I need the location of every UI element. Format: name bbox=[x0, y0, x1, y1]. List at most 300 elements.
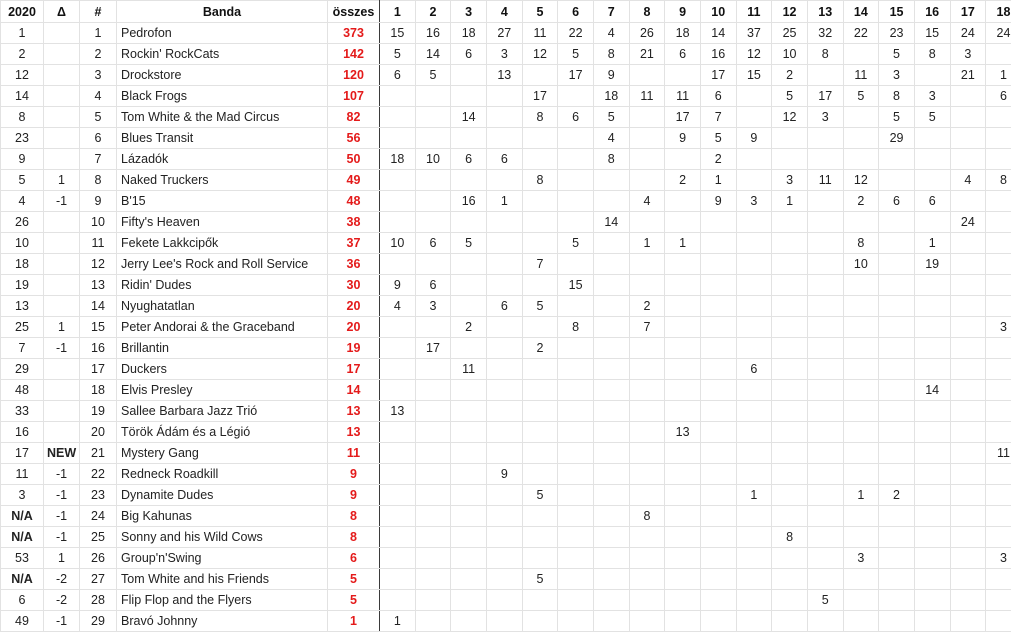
week-cell[interactable] bbox=[629, 65, 665, 86]
week-cell[interactable] bbox=[593, 464, 629, 485]
week-cell[interactable] bbox=[914, 338, 950, 359]
week-cell[interactable] bbox=[843, 590, 879, 611]
prev-cell[interactable]: 9 bbox=[1, 149, 44, 170]
week-cell[interactable] bbox=[415, 86, 451, 107]
delta-cell[interactable] bbox=[44, 212, 80, 233]
week-cell[interactable] bbox=[914, 170, 950, 191]
week-cell[interactable]: 6 bbox=[486, 296, 522, 317]
week-cell[interactable]: 3 bbox=[736, 191, 772, 212]
week-cell[interactable] bbox=[879, 233, 915, 254]
band-cell[interactable]: Drockstore bbox=[117, 65, 328, 86]
week-cell[interactable] bbox=[700, 212, 736, 233]
week-cell[interactable] bbox=[772, 212, 808, 233]
week-cell[interactable] bbox=[736, 611, 772, 632]
week-cell[interactable] bbox=[380, 569, 416, 590]
delta-cell[interactable]: NEW bbox=[44, 443, 80, 464]
week-cell[interactable] bbox=[914, 401, 950, 422]
week-cell[interactable] bbox=[807, 506, 843, 527]
week-cell[interactable] bbox=[558, 443, 594, 464]
week-cell[interactable] bbox=[629, 359, 665, 380]
prev-cell[interactable]: 2 bbox=[1, 44, 44, 65]
band-cell[interactable]: Fifty's Heaven bbox=[117, 212, 328, 233]
week-cell[interactable] bbox=[415, 443, 451, 464]
week-cell[interactable] bbox=[451, 86, 487, 107]
week-cell[interactable] bbox=[879, 590, 915, 611]
week-cell[interactable]: 6 bbox=[451, 149, 487, 170]
week-cell[interactable]: 16 bbox=[451, 191, 487, 212]
week-cell[interactable] bbox=[807, 296, 843, 317]
week-cell[interactable] bbox=[629, 401, 665, 422]
week-cell[interactable]: 2 bbox=[451, 317, 487, 338]
week-cell[interactable]: 1 bbox=[629, 233, 665, 254]
week-cell[interactable]: 9 bbox=[736, 128, 772, 149]
week-cell[interactable]: 12 bbox=[736, 44, 772, 65]
week-cell[interactable] bbox=[950, 149, 986, 170]
week-cell[interactable] bbox=[665, 149, 701, 170]
week-cell[interactable] bbox=[593, 611, 629, 632]
week-cell[interactable] bbox=[950, 485, 986, 506]
week-cell[interactable] bbox=[736, 527, 772, 548]
week-cell[interactable] bbox=[914, 149, 950, 170]
band-cell[interactable]: Tom White and his Friends bbox=[117, 569, 328, 590]
week-cell[interactable] bbox=[914, 275, 950, 296]
week-cell[interactable] bbox=[700, 548, 736, 569]
week-cell[interactable] bbox=[879, 149, 915, 170]
week-cell[interactable] bbox=[772, 380, 808, 401]
week-cell[interactable] bbox=[772, 569, 808, 590]
total-cell[interactable]: 48 bbox=[328, 191, 380, 212]
week-cell[interactable]: 2 bbox=[522, 338, 558, 359]
week-cell[interactable] bbox=[451, 128, 487, 149]
week-cell[interactable] bbox=[629, 464, 665, 485]
prev-cell[interactable]: 17 bbox=[1, 443, 44, 464]
week-cell[interactable]: 15 bbox=[736, 65, 772, 86]
week-cell[interactable]: 5 bbox=[593, 107, 629, 128]
week-cell[interactable]: 6 bbox=[665, 44, 701, 65]
week-cell[interactable] bbox=[700, 254, 736, 275]
week-cell[interactable] bbox=[807, 149, 843, 170]
prev-cell[interactable]: 26 bbox=[1, 212, 44, 233]
week-cell[interactable]: 16 bbox=[415, 23, 451, 44]
week-cell[interactable] bbox=[522, 506, 558, 527]
week-cell[interactable] bbox=[558, 86, 594, 107]
week-cell[interactable] bbox=[914, 506, 950, 527]
week-cell[interactable] bbox=[986, 464, 1011, 485]
week-cell[interactable] bbox=[950, 422, 986, 443]
week-cell[interactable]: 3 bbox=[986, 548, 1011, 569]
week-cell[interactable] bbox=[665, 485, 701, 506]
prev-cell[interactable]: 1 bbox=[1, 23, 44, 44]
week-cell[interactable]: 5 bbox=[914, 107, 950, 128]
week-cell[interactable] bbox=[593, 170, 629, 191]
week-cell[interactable] bbox=[914, 212, 950, 233]
week-cell[interactable]: 8 bbox=[629, 506, 665, 527]
total-cell[interactable]: 5 bbox=[328, 590, 380, 611]
total-cell[interactable]: 8 bbox=[328, 527, 380, 548]
week-cell[interactable] bbox=[843, 422, 879, 443]
week-cell[interactable] bbox=[415, 254, 451, 275]
header-week-11[interactable]: 11 bbox=[736, 1, 772, 23]
week-cell[interactable] bbox=[986, 149, 1011, 170]
rank-cell[interactable]: 12 bbox=[80, 254, 117, 275]
week-cell[interactable]: 1 bbox=[843, 485, 879, 506]
prev-cell[interactable]: 49 bbox=[1, 611, 44, 632]
header-week-15[interactable]: 15 bbox=[879, 1, 915, 23]
delta-cell[interactable]: 1 bbox=[44, 548, 80, 569]
week-cell[interactable] bbox=[986, 128, 1011, 149]
week-cell[interactable] bbox=[986, 44, 1011, 65]
rank-cell[interactable]: 11 bbox=[80, 233, 117, 254]
band-cell[interactable]: Nyughatatlan bbox=[117, 296, 328, 317]
week-cell[interactable] bbox=[522, 359, 558, 380]
delta-cell[interactable]: -1 bbox=[44, 485, 80, 506]
rank-cell[interactable]: 2 bbox=[80, 44, 117, 65]
week-cell[interactable] bbox=[807, 212, 843, 233]
header-week-7[interactable]: 7 bbox=[593, 1, 629, 23]
rank-cell[interactable]: 4 bbox=[80, 86, 117, 107]
week-cell[interactable] bbox=[843, 380, 879, 401]
week-cell[interactable] bbox=[986, 590, 1011, 611]
week-cell[interactable] bbox=[950, 401, 986, 422]
week-cell[interactable] bbox=[879, 527, 915, 548]
week-cell[interactable]: 17 bbox=[522, 86, 558, 107]
week-cell[interactable] bbox=[415, 107, 451, 128]
week-cell[interactable] bbox=[914, 317, 950, 338]
week-cell[interactable] bbox=[914, 527, 950, 548]
prev-cell[interactable]: 5 bbox=[1, 170, 44, 191]
week-cell[interactable]: 10 bbox=[380, 233, 416, 254]
week-cell[interactable] bbox=[486, 527, 522, 548]
rank-cell[interactable]: 5 bbox=[80, 107, 117, 128]
week-cell[interactable] bbox=[522, 191, 558, 212]
week-cell[interactable] bbox=[558, 548, 594, 569]
week-cell[interactable] bbox=[772, 338, 808, 359]
week-cell[interactable]: 25 bbox=[772, 23, 808, 44]
delta-cell[interactable] bbox=[44, 254, 80, 275]
total-cell[interactable]: 120 bbox=[328, 65, 380, 86]
week-cell[interactable] bbox=[380, 464, 416, 485]
delta-cell[interactable]: -2 bbox=[44, 590, 80, 611]
week-cell[interactable]: 1 bbox=[700, 170, 736, 191]
week-cell[interactable]: 9 bbox=[380, 275, 416, 296]
week-cell[interactable] bbox=[629, 380, 665, 401]
prev-cell[interactable]: 4 bbox=[1, 191, 44, 212]
week-cell[interactable] bbox=[558, 149, 594, 170]
week-cell[interactable]: 1 bbox=[736, 485, 772, 506]
week-cell[interactable] bbox=[736, 170, 772, 191]
week-cell[interactable] bbox=[415, 170, 451, 191]
week-cell[interactable] bbox=[736, 548, 772, 569]
week-cell[interactable] bbox=[665, 527, 701, 548]
week-cell[interactable] bbox=[879, 464, 915, 485]
week-cell[interactable]: 1 bbox=[772, 191, 808, 212]
header-week-8[interactable]: 8 bbox=[629, 1, 665, 23]
week-cell[interactable]: 4 bbox=[380, 296, 416, 317]
band-cell[interactable]: Török Ádám és a Légió bbox=[117, 422, 328, 443]
prev-cell[interactable]: 48 bbox=[1, 380, 44, 401]
week-cell[interactable]: 15 bbox=[914, 23, 950, 44]
week-cell[interactable] bbox=[772, 233, 808, 254]
week-cell[interactable] bbox=[558, 338, 594, 359]
week-cell[interactable] bbox=[950, 296, 986, 317]
prev-cell[interactable]: 29 bbox=[1, 359, 44, 380]
week-cell[interactable] bbox=[772, 401, 808, 422]
week-cell[interactable] bbox=[629, 338, 665, 359]
week-cell[interactable] bbox=[950, 548, 986, 569]
week-cell[interactable] bbox=[700, 338, 736, 359]
week-cell[interactable] bbox=[380, 422, 416, 443]
week-cell[interactable] bbox=[772, 275, 808, 296]
band-cell[interactable]: Elvis Presley bbox=[117, 380, 328, 401]
rank-cell[interactable]: 21 bbox=[80, 443, 117, 464]
week-cell[interactable]: 5 bbox=[700, 128, 736, 149]
week-cell[interactable] bbox=[736, 506, 772, 527]
week-cell[interactable] bbox=[807, 485, 843, 506]
week-cell[interactable] bbox=[665, 275, 701, 296]
total-cell[interactable]: 17 bbox=[328, 359, 380, 380]
delta-cell[interactable] bbox=[44, 296, 80, 317]
week-cell[interactable] bbox=[807, 443, 843, 464]
week-cell[interactable] bbox=[629, 149, 665, 170]
week-cell[interactable]: 22 bbox=[843, 23, 879, 44]
delta-cell[interactable] bbox=[44, 422, 80, 443]
week-cell[interactable]: 8 bbox=[593, 149, 629, 170]
week-cell[interactable]: 23 bbox=[879, 23, 915, 44]
rank-cell[interactable]: 28 bbox=[80, 590, 117, 611]
rank-cell[interactable]: 27 bbox=[80, 569, 117, 590]
header-week-17[interactable]: 17 bbox=[950, 1, 986, 23]
week-cell[interactable]: 24 bbox=[950, 212, 986, 233]
band-cell[interactable]: Bravó Johnny bbox=[117, 611, 328, 632]
delta-cell[interactable] bbox=[44, 275, 80, 296]
header-week-6[interactable]: 6 bbox=[558, 1, 594, 23]
week-cell[interactable] bbox=[486, 611, 522, 632]
band-cell[interactable]: Big Kahunas bbox=[117, 506, 328, 527]
prev-cell[interactable]: 10 bbox=[1, 233, 44, 254]
week-cell[interactable]: 12 bbox=[843, 170, 879, 191]
delta-cell[interactable]: -1 bbox=[44, 527, 80, 548]
band-cell[interactable]: Dynamite Dudes bbox=[117, 485, 328, 506]
week-cell[interactable]: 24 bbox=[986, 23, 1011, 44]
week-cell[interactable] bbox=[700, 401, 736, 422]
rank-cell[interactable]: 17 bbox=[80, 359, 117, 380]
total-cell[interactable]: 56 bbox=[328, 128, 380, 149]
week-cell[interactable] bbox=[914, 128, 950, 149]
week-cell[interactable] bbox=[380, 317, 416, 338]
delta-cell[interactable] bbox=[44, 65, 80, 86]
week-cell[interactable]: 3 bbox=[879, 65, 915, 86]
week-cell[interactable] bbox=[986, 191, 1011, 212]
week-cell[interactable]: 2 bbox=[665, 170, 701, 191]
week-cell[interactable] bbox=[700, 233, 736, 254]
week-cell[interactable]: 5 bbox=[380, 44, 416, 65]
week-cell[interactable]: 5 bbox=[879, 107, 915, 128]
band-cell[interactable]: Fekete Lakkcipők bbox=[117, 233, 328, 254]
rank-cell[interactable]: 6 bbox=[80, 128, 117, 149]
prev-cell[interactable]: 7 bbox=[1, 338, 44, 359]
week-cell[interactable] bbox=[415, 611, 451, 632]
week-cell[interactable] bbox=[914, 569, 950, 590]
week-cell[interactable]: 13 bbox=[665, 422, 701, 443]
week-cell[interactable]: 13 bbox=[486, 65, 522, 86]
total-cell[interactable]: 9 bbox=[328, 485, 380, 506]
week-cell[interactable]: 18 bbox=[451, 23, 487, 44]
week-cell[interactable] bbox=[700, 443, 736, 464]
week-cell[interactable] bbox=[451, 443, 487, 464]
week-cell[interactable]: 2 bbox=[772, 65, 808, 86]
band-cell[interactable]: Sallee Barbara Jazz Trió bbox=[117, 401, 328, 422]
week-cell[interactable] bbox=[736, 275, 772, 296]
week-cell[interactable] bbox=[843, 443, 879, 464]
week-cell[interactable] bbox=[843, 317, 879, 338]
week-cell[interactable] bbox=[772, 485, 808, 506]
week-cell[interactable] bbox=[486, 380, 522, 401]
week-cell[interactable]: 7 bbox=[522, 254, 558, 275]
week-cell[interactable] bbox=[700, 485, 736, 506]
week-cell[interactable]: 6 bbox=[700, 86, 736, 107]
delta-cell[interactable] bbox=[44, 44, 80, 65]
week-cell[interactable]: 4 bbox=[593, 128, 629, 149]
week-cell[interactable]: 5 bbox=[772, 86, 808, 107]
total-cell[interactable]: 49 bbox=[328, 170, 380, 191]
week-cell[interactable]: 8 bbox=[772, 527, 808, 548]
week-cell[interactable] bbox=[629, 548, 665, 569]
prev-cell[interactable]: 11 bbox=[1, 464, 44, 485]
rank-cell[interactable]: 7 bbox=[80, 149, 117, 170]
week-cell[interactable] bbox=[843, 107, 879, 128]
week-cell[interactable] bbox=[486, 590, 522, 611]
week-cell[interactable]: 11 bbox=[522, 23, 558, 44]
week-cell[interactable] bbox=[950, 191, 986, 212]
week-cell[interactable] bbox=[380, 338, 416, 359]
week-cell[interactable] bbox=[986, 485, 1011, 506]
week-cell[interactable] bbox=[843, 569, 879, 590]
week-cell[interactable]: 3 bbox=[772, 170, 808, 191]
prev-cell[interactable]: 3 bbox=[1, 485, 44, 506]
week-cell[interactable] bbox=[986, 611, 1011, 632]
week-cell[interactable]: 18 bbox=[665, 23, 701, 44]
week-cell[interactable]: 2 bbox=[629, 296, 665, 317]
header-week-4[interactable]: 4 bbox=[486, 1, 522, 23]
week-cell[interactable]: 17 bbox=[807, 86, 843, 107]
rank-cell[interactable]: 23 bbox=[80, 485, 117, 506]
week-cell[interactable]: 5 bbox=[558, 44, 594, 65]
week-cell[interactable]: 6 bbox=[415, 233, 451, 254]
week-cell[interactable] bbox=[807, 401, 843, 422]
rank-cell[interactable]: 18 bbox=[80, 380, 117, 401]
week-cell[interactable]: 11 bbox=[843, 65, 879, 86]
week-cell[interactable]: 10 bbox=[843, 254, 879, 275]
week-cell[interactable] bbox=[879, 548, 915, 569]
band-cell[interactable]: Black Frogs bbox=[117, 86, 328, 107]
week-cell[interactable]: 8 bbox=[986, 170, 1011, 191]
delta-cell[interactable]: -1 bbox=[44, 191, 80, 212]
rank-cell[interactable]: 20 bbox=[80, 422, 117, 443]
week-cell[interactable] bbox=[950, 464, 986, 485]
week-cell[interactable] bbox=[451, 380, 487, 401]
week-cell[interactable] bbox=[772, 464, 808, 485]
week-cell[interactable] bbox=[629, 170, 665, 191]
week-cell[interactable]: 8 bbox=[593, 44, 629, 65]
week-cell[interactable] bbox=[665, 548, 701, 569]
band-cell[interactable]: Ridin' Dudes bbox=[117, 275, 328, 296]
week-cell[interactable]: 17 bbox=[665, 107, 701, 128]
week-cell[interactable] bbox=[736, 212, 772, 233]
week-cell[interactable]: 3 bbox=[986, 317, 1011, 338]
week-cell[interactable]: 14 bbox=[593, 212, 629, 233]
prev-cell[interactable]: 16 bbox=[1, 422, 44, 443]
week-cell[interactable] bbox=[665, 65, 701, 86]
week-cell[interactable]: 4 bbox=[950, 170, 986, 191]
week-cell[interactable] bbox=[558, 485, 594, 506]
week-cell[interactable] bbox=[629, 212, 665, 233]
total-cell[interactable]: 5 bbox=[328, 569, 380, 590]
week-cell[interactable] bbox=[665, 254, 701, 275]
rank-cell[interactable]: 29 bbox=[80, 611, 117, 632]
week-cell[interactable] bbox=[451, 65, 487, 86]
prev-cell[interactable]: 8 bbox=[1, 107, 44, 128]
total-cell[interactable]: 9 bbox=[328, 464, 380, 485]
week-cell[interactable] bbox=[914, 485, 950, 506]
week-cell[interactable] bbox=[451, 506, 487, 527]
week-cell[interactable] bbox=[879, 359, 915, 380]
week-cell[interactable] bbox=[665, 338, 701, 359]
header-total[interactable]: összes bbox=[328, 1, 380, 23]
week-cell[interactable]: 7 bbox=[629, 317, 665, 338]
week-cell[interactable] bbox=[700, 611, 736, 632]
week-cell[interactable] bbox=[736, 149, 772, 170]
week-cell[interactable] bbox=[772, 590, 808, 611]
header-week-10[interactable]: 10 bbox=[700, 1, 736, 23]
week-cell[interactable] bbox=[843, 338, 879, 359]
week-cell[interactable] bbox=[593, 317, 629, 338]
week-cell[interactable] bbox=[914, 443, 950, 464]
week-cell[interactable] bbox=[736, 107, 772, 128]
week-cell[interactable] bbox=[950, 233, 986, 254]
week-cell[interactable] bbox=[451, 296, 487, 317]
week-cell[interactable] bbox=[451, 401, 487, 422]
header-rank[interactable]: # bbox=[80, 1, 117, 23]
delta-cell[interactable] bbox=[44, 233, 80, 254]
total-cell[interactable]: 38 bbox=[328, 212, 380, 233]
week-cell[interactable]: 5 bbox=[451, 233, 487, 254]
week-cell[interactable] bbox=[807, 359, 843, 380]
week-cell[interactable] bbox=[415, 359, 451, 380]
week-cell[interactable] bbox=[950, 254, 986, 275]
week-cell[interactable] bbox=[486, 548, 522, 569]
week-cell[interactable] bbox=[380, 548, 416, 569]
week-cell[interactable] bbox=[558, 527, 594, 548]
week-cell[interactable] bbox=[807, 422, 843, 443]
week-cell[interactable] bbox=[486, 485, 522, 506]
week-cell[interactable]: 10 bbox=[772, 44, 808, 65]
week-cell[interactable]: 17 bbox=[700, 65, 736, 86]
week-cell[interactable] bbox=[415, 569, 451, 590]
week-cell[interactable] bbox=[558, 170, 594, 191]
week-cell[interactable]: 3 bbox=[950, 44, 986, 65]
week-cell[interactable] bbox=[736, 254, 772, 275]
week-cell[interactable] bbox=[415, 401, 451, 422]
prev-cell[interactable]: 14 bbox=[1, 86, 44, 107]
week-cell[interactable] bbox=[772, 506, 808, 527]
week-cell[interactable]: 21 bbox=[629, 44, 665, 65]
rank-cell[interactable]: 10 bbox=[80, 212, 117, 233]
week-cell[interactable] bbox=[486, 107, 522, 128]
week-cell[interactable] bbox=[522, 443, 558, 464]
band-cell[interactable]: Naked Truckers bbox=[117, 170, 328, 191]
week-cell[interactable] bbox=[772, 443, 808, 464]
week-cell[interactable]: 3 bbox=[914, 86, 950, 107]
